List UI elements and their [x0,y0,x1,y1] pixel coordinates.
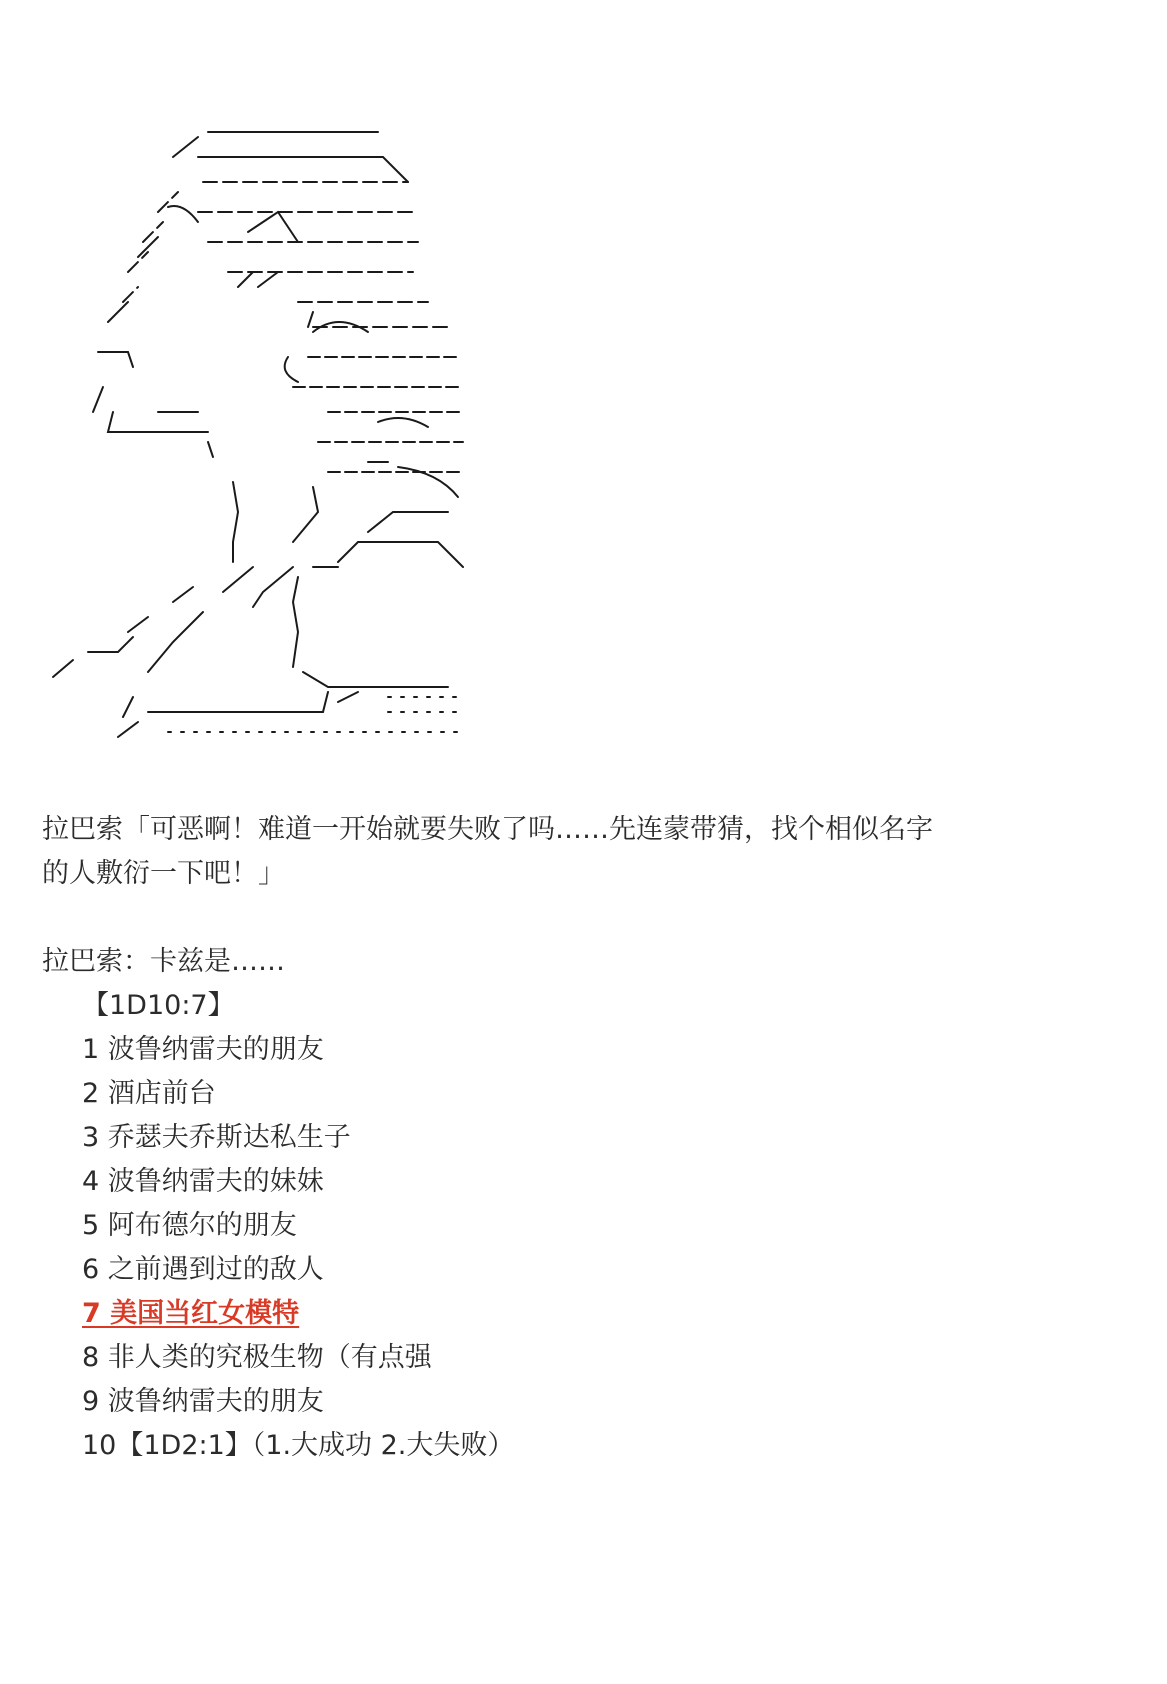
dialogue-line-3: 拉巴索：卡兹是…… [42,946,285,977]
roll-option-8: 8 非人类的究极生物（有点强 [82,1342,432,1373]
roll-option-5: 5 阿布德尔的朋友 [82,1210,297,1241]
roll-option-4: 4 波鲁纳雷夫的妹妹 [82,1166,324,1197]
roll-option-3: 3 乔瑟夫乔斯达私生子 [82,1122,351,1153]
ascii-art-figure [48,112,508,802]
roll-option-7-selected: 7 美国当红女模特 [82,1298,300,1329]
roll-option-2: 2 酒店前台 [82,1078,216,1109]
roll-option-6: 6 之前遇到过的敌人 [82,1254,324,1285]
roll-option-9: 9 波鲁纳雷夫的朋友 [82,1386,324,1417]
roll-option-10: 10【1D2:1】（1.大成功 2.大失败） [82,1430,515,1461]
blank-line [42,896,1122,940]
story-text [42,808,1122,1468]
dialogue-line-2: 的人敷衍一下吧！」 [42,858,285,889]
dice-roll-label: 【1D10:7】 [82,990,235,1021]
roll-options-list [42,1028,1122,1468]
roll-option-1: 1 波鲁纳雷夫的朋友 [82,1034,324,1065]
dialogue-line-1: 拉巴索「可恶啊！难道一开始就要失败了吗……先连蒙带猜，找个相似名字 [42,814,933,845]
ascii-art-illustration [48,112,508,802]
